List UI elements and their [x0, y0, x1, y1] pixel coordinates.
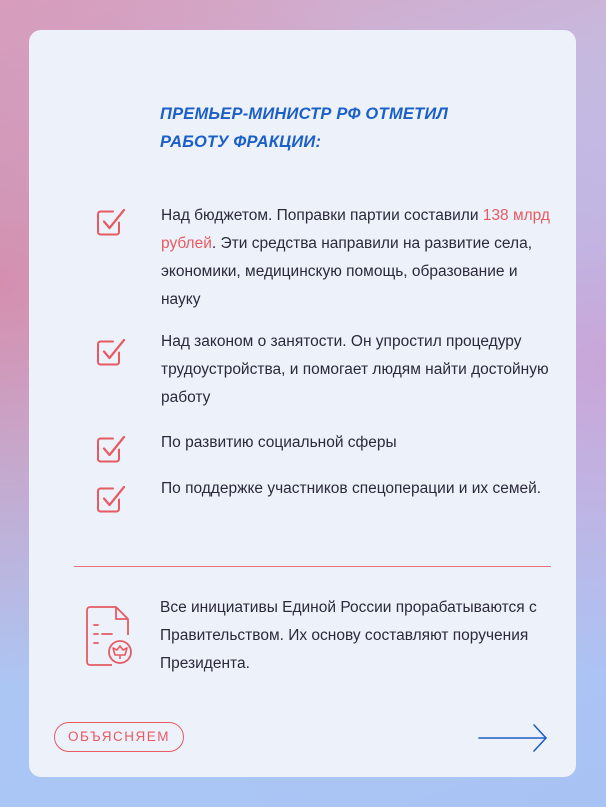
item-text-end: . Эти средства направили на развитие села, экономики, медицинскую помощь, образование и науку [161, 235, 533, 308]
list-item-text: Над законом о занятости. Он упростил процедуру трудоустройства, и помогает людям найти достойную работу [161, 333, 549, 406]
page-title: ПРЕМЬЕР-МИНИСТР РФ ОТМЕТИЛ РАБОТУ ФРАКЦИИ: [160, 105, 448, 151]
document-eagle-icon [82, 605, 138, 667]
list-item-text: По поддержке участников спецоперации и их семей. [161, 480, 542, 497]
list-item-text [161, 202, 551, 314]
item-text-start: Над бюджетом. Поправки партии составили [161, 207, 483, 224]
checkbox-checked-icon [95, 336, 127, 368]
footer-note: Все инициативы Единой России прорабатываются с Правительством. Их основу составляют поручения Президента. [160, 599, 537, 672]
arrow-right-icon[interactable] [478, 722, 550, 754]
checkbox-checked-icon [95, 433, 127, 465]
list-item-text: По развитию социальной сферы [161, 434, 397, 451]
budget-amount: 138 млрд рублей [161, 207, 550, 252]
divider [74, 566, 551, 567]
content-card [29, 30, 576, 777]
checkbox-checked-icon [95, 483, 127, 515]
explain-badge[interactable]: ОБЪЯСНЯЕМ [54, 722, 184, 752]
checkbox-checked-icon [95, 206, 127, 238]
